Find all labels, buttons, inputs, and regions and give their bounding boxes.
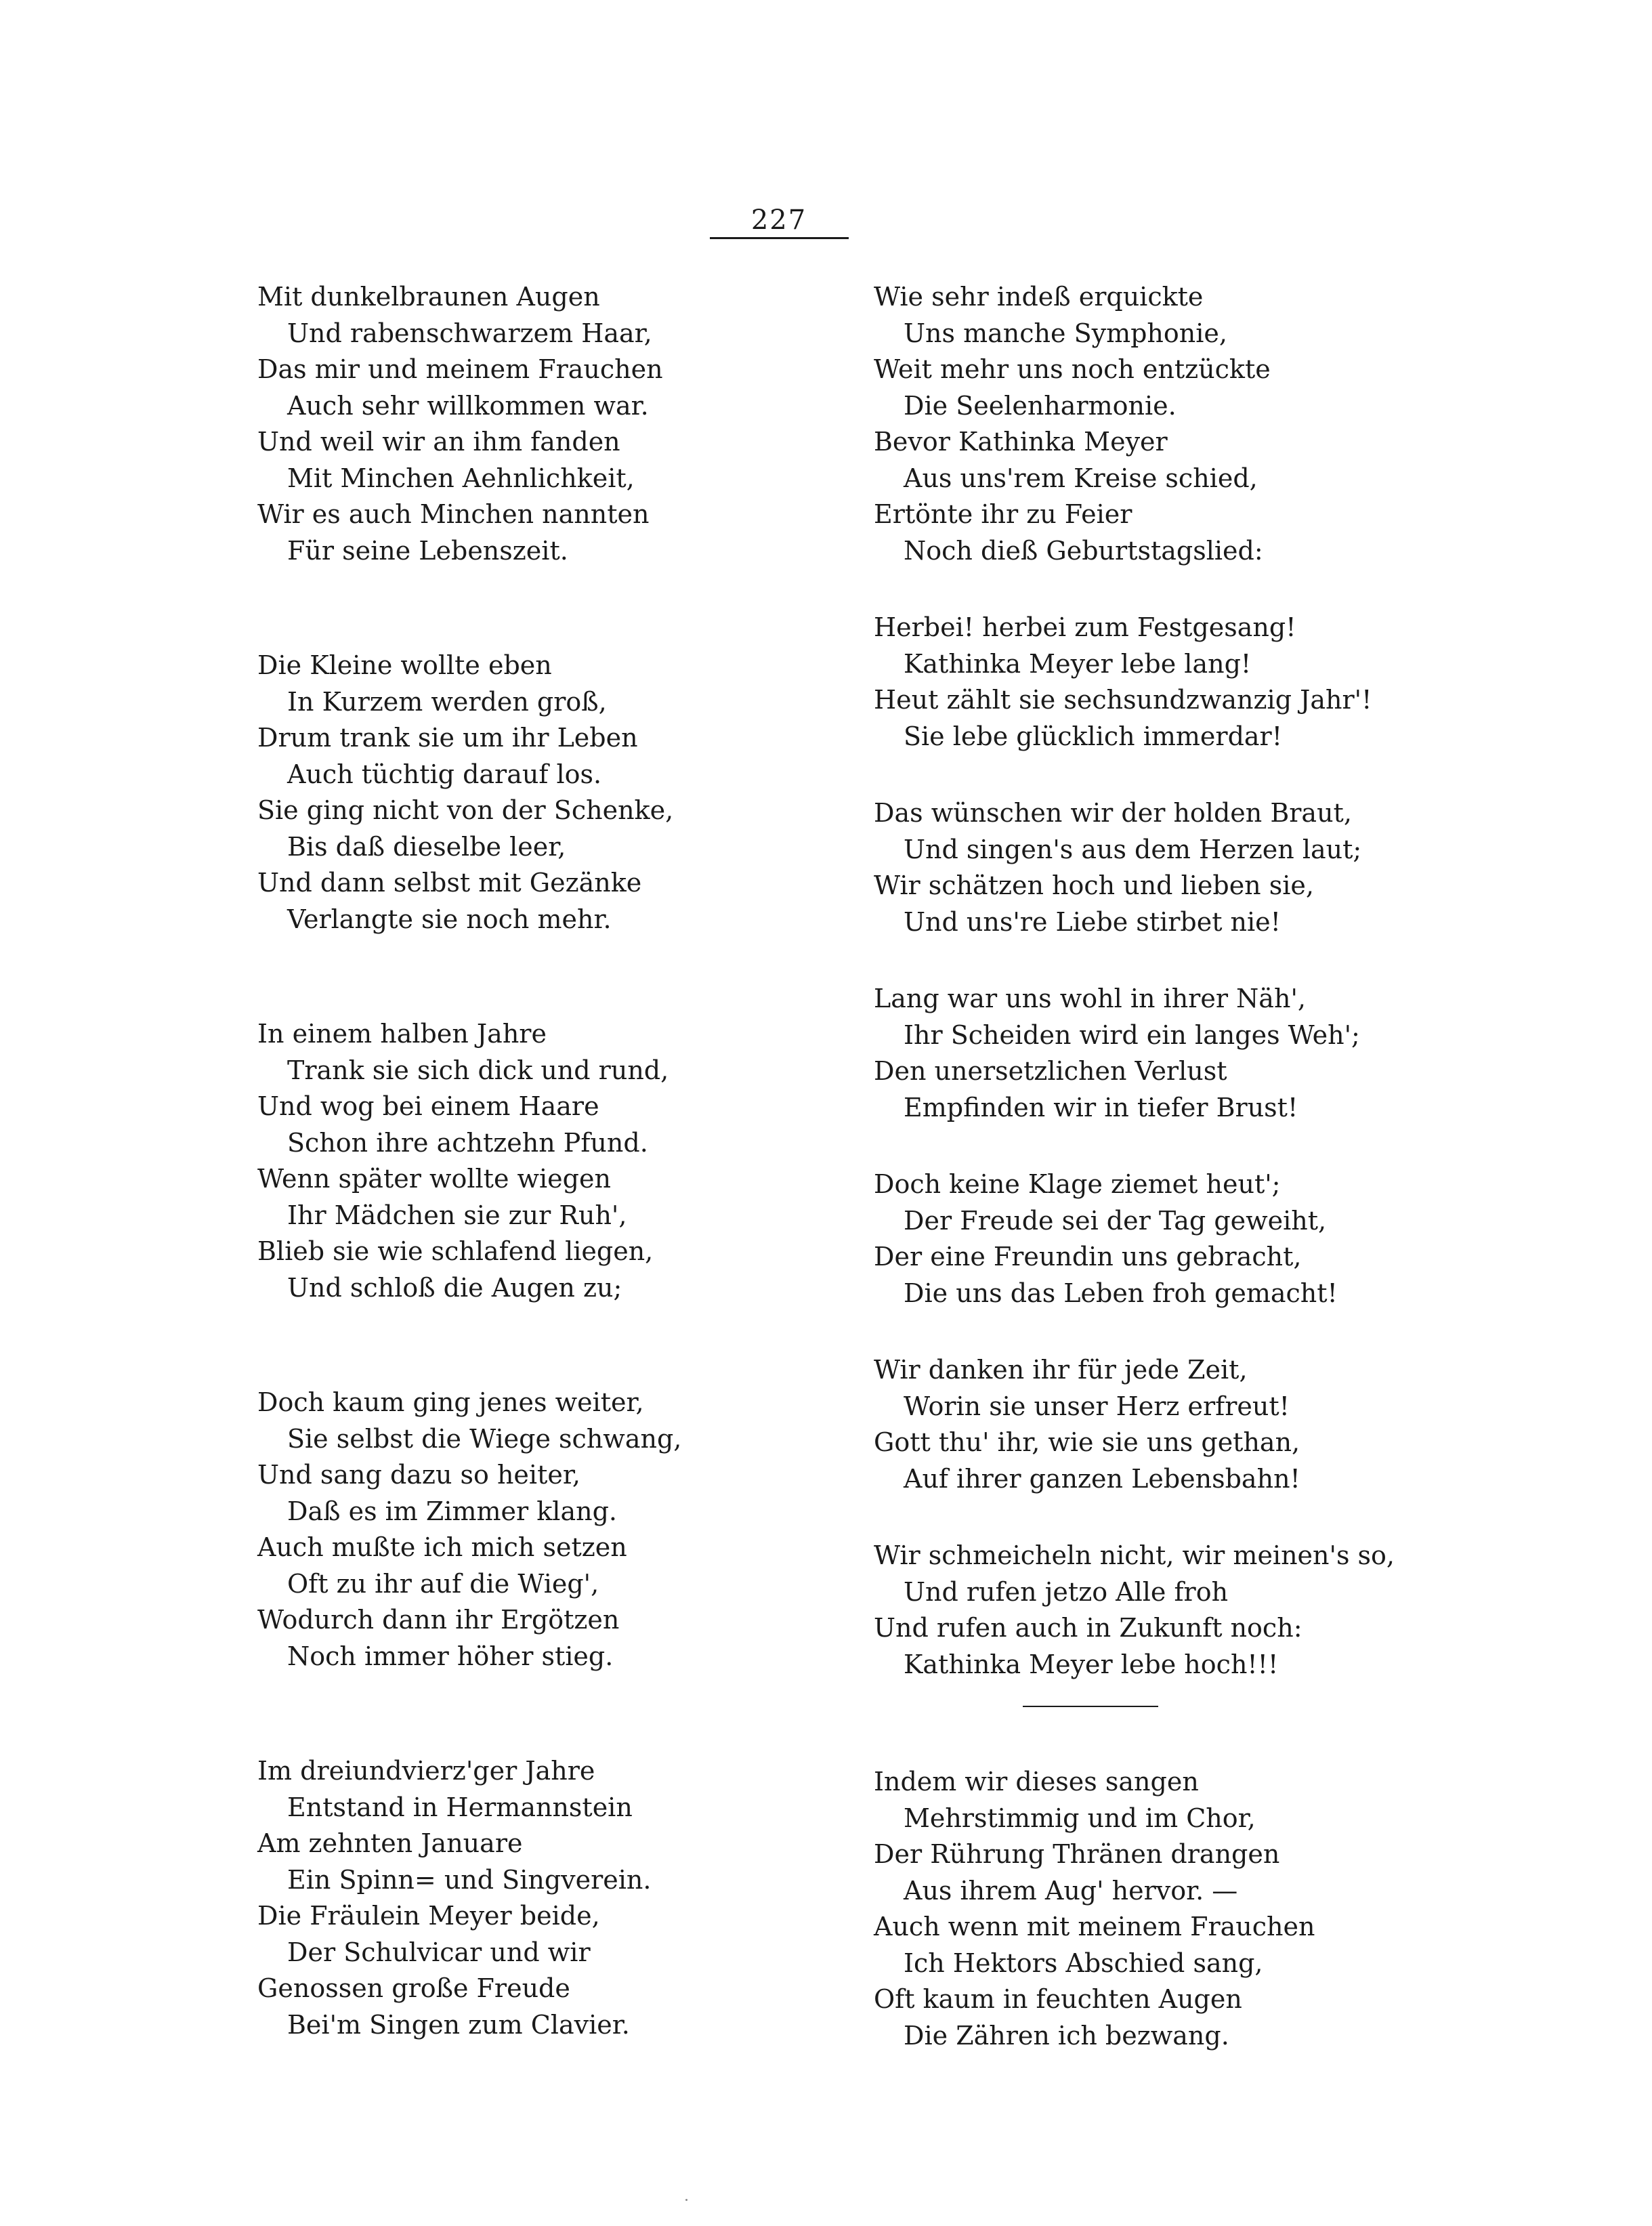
verse-line: Oft zu ihr auf die Wieg', (287, 1568, 599, 1599)
verse-line: Mit Minchen Aehnlichkeit, (287, 463, 635, 493)
verse-line: Und dann selbst mit Gezänke (257, 868, 642, 898)
right-column (874, 279, 1395, 2054)
verse-line: Daß es im Zimmer klang. (287, 1496, 617, 1526)
verse-line: Wir es auch Minchen nannten (257, 499, 650, 529)
verse-line: Für seine Lebenszeit. (287, 535, 568, 566)
stanza (874, 1538, 1395, 1683)
verse-line: Doch keine Klage ziemet heut'; (874, 1169, 1281, 1199)
verse-line: Ihr Mädchen sie zur Ruh', (287, 1200, 627, 1230)
verse-line: Und singen's aus dem Herzen laut; (904, 834, 1362, 864)
verse-line: Die Seelenharmonie. (904, 390, 1177, 421)
verse-line: Weit mehr uns noch entzückte (874, 354, 1271, 384)
stanza (874, 981, 1360, 1126)
verse-line: Und wog bei einem Haare (257, 1091, 599, 1121)
verse-line: Den unersetzlichen Verlust (874, 1056, 1227, 1086)
verse-line: Verlangte sie noch mehr. (287, 904, 612, 934)
section-divider (874, 1683, 1348, 1730)
verse-line: Wir danken ihr für jede Zeit, (874, 1355, 1248, 1385)
verse-line: Der Schulvicar und wir (287, 1937, 591, 1967)
verse-line: Das wünschen wir der holden Braut, (874, 798, 1352, 828)
verse-line: Das mir und meinem Frauchen (257, 354, 663, 384)
verse-line: Uns manche Symphonie, (904, 318, 1227, 348)
verse-line: Der Freude sei der Tag geweiht, (904, 1205, 1327, 1236)
verse-line: Und rufen jetzo Alle froh (904, 1576, 1229, 1607)
verse-line: Und rufen auch in Zukunft noch: (874, 1613, 1302, 1643)
stanza (874, 610, 1372, 755)
verse-line: Noch immer höher stieg. (287, 1641, 614, 1671)
stanza (874, 795, 1362, 940)
verse-line: Doch kaum ging jenes weiter, (257, 1387, 644, 1417)
page-speck (685, 2199, 687, 2201)
verse-line: Entstand in Hermannstein (287, 1792, 633, 1822)
verse-line: Mit dunkelbraunen Augen (257, 282, 600, 312)
page-number: 227 (750, 205, 807, 236)
verse-line: Sie lebe glücklich immerdar! (904, 721, 1282, 751)
verse-line: Wodurch dann ihr Ergötzen (257, 1605, 620, 1635)
verse-line: Auf ihrer ganzen Lebensbahn! (904, 1463, 1300, 1494)
verse-line: Am zehnten Januare (257, 1828, 523, 1858)
verse-line: Ertönte ihr zu Feier (874, 499, 1132, 529)
stanza (257, 279, 691, 569)
verse-line: Oft kaum in feuchten Augen (874, 1984, 1242, 2014)
verse-line: Und uns're Liebe stirbet nie! (904, 906, 1281, 937)
verse-line: Ihr Scheiden wird ein langes Weh'; (904, 1020, 1360, 1050)
verse-line: Und weil wir an ihm fanden (257, 427, 620, 457)
verse-line: Und sang dazu so heiter, (257, 1460, 580, 1490)
verse-line: Auch tüchtig darauf los. (287, 759, 602, 789)
verse-line: In einem halben Jahre (257, 1019, 547, 1049)
verse-line: Der Rührung Thränen drangen (874, 1839, 1280, 1869)
verse-line: In Kurzem werden groß, (287, 686, 607, 717)
verse-line: Auch sehr willkommen war. (287, 390, 649, 421)
verse-line: Ein Spinn= und Singverein. (287, 1864, 652, 1895)
verse-line: Trank sie sich dick und rund, (287, 1055, 669, 1085)
verse-line: Noch dieß Geburtstagslied: (904, 535, 1263, 566)
stanza (257, 1753, 691, 2043)
header-rule (710, 237, 849, 239)
verse-line: Gott thu' ihr, wie sie uns gethan, (874, 1427, 1300, 1457)
verse-line: Herbei! herbei zum Festgesang! (874, 612, 1296, 642)
verse-line: Worin sie unser Herz erfreut! (904, 1391, 1290, 1421)
stanza (257, 1385, 691, 1675)
verse-line: Die uns das Leben froh gemacht! (904, 1278, 1338, 1308)
verse-line: Genossen große Freude (257, 1973, 570, 2003)
verse-line: Auch wenn mit meinem Frauchen (874, 1912, 1315, 1941)
verse-line: Empfinden wir in tiefer Brust! (904, 1092, 1298, 1122)
verse-line: Lang war uns wohl in ihrer Näh', (874, 984, 1306, 1013)
divider-line (1023, 1706, 1158, 1707)
left-column (257, 279, 691, 2043)
stanza (257, 648, 691, 938)
verse-line: Und rabenschwarzem Haar, (287, 318, 652, 348)
verse-line: Aus uns'rem Kreise schied, (904, 463, 1258, 493)
stanza (257, 1016, 691, 1306)
verse-line: Die Fräulein Meyer beide, (257, 1901, 600, 1931)
stanza (874, 279, 1348, 569)
verse-line: Schon ihre achtzehn Pfund. (287, 1127, 648, 1158)
verse-line: Sie ging nicht von der Schenke, (257, 795, 674, 825)
verse-line: Wir schmeicheln nicht, wir meinen's so, (874, 1540, 1395, 1570)
verse-line: Kathinka Meyer lebe hoch!!! (904, 1649, 1279, 1679)
stanza (874, 1167, 1348, 1311)
verse-line: Wie sehr indeß erquickte (874, 282, 1204, 312)
stanza (874, 1352, 1348, 1497)
verse-line: Die Kleine wollte eben (257, 650, 552, 680)
verse-line: Auch mußte ich mich setzen (257, 1532, 627, 1562)
verse-line: Die Zähren ich bezwang. (904, 2020, 1229, 2051)
verse-line: Wenn später wollte wiegen (257, 1164, 611, 1194)
verse-line: Sie selbst die Wiege schwang, (287, 1423, 682, 1454)
verse-line: Im dreiundvierz'ger Jahre (257, 1756, 595, 1786)
verse-line: Ich Hektors Abschied sang, (904, 1948, 1263, 1978)
verse-line: Drum trank sie um ihr Leben (257, 723, 638, 753)
verse-line: Kathinka Meyer lebe lang! (904, 648, 1252, 679)
verse-line: Indem wir dieses sangen (874, 1767, 1199, 1797)
verse-line: Aus ihrem Aug' hervor. — (904, 1875, 1238, 1906)
verse-line: Blieb sie wie schlafend liegen, (257, 1236, 654, 1266)
verse-line: Bei'm Singen zum Clavier. (287, 2009, 630, 2040)
verse-line: Der eine Freundin uns gebracht, (874, 1242, 1302, 1272)
verse-line: Und schloß die Augen zu; (287, 1272, 622, 1303)
verse-line: Heut zählt sie sechsundzwanzig Jahr'! (874, 685, 1372, 715)
verse-line: Bis daß dieselbe leer, (287, 831, 566, 862)
stanza (874, 1764, 1348, 2054)
verse-line: Mehrstimmig und im Chor, (904, 1803, 1256, 1833)
verse-line: Bevor Kathinka Meyer (874, 427, 1168, 457)
verse-line: Wir schätzen hoch und lieben sie, (874, 870, 1314, 900)
